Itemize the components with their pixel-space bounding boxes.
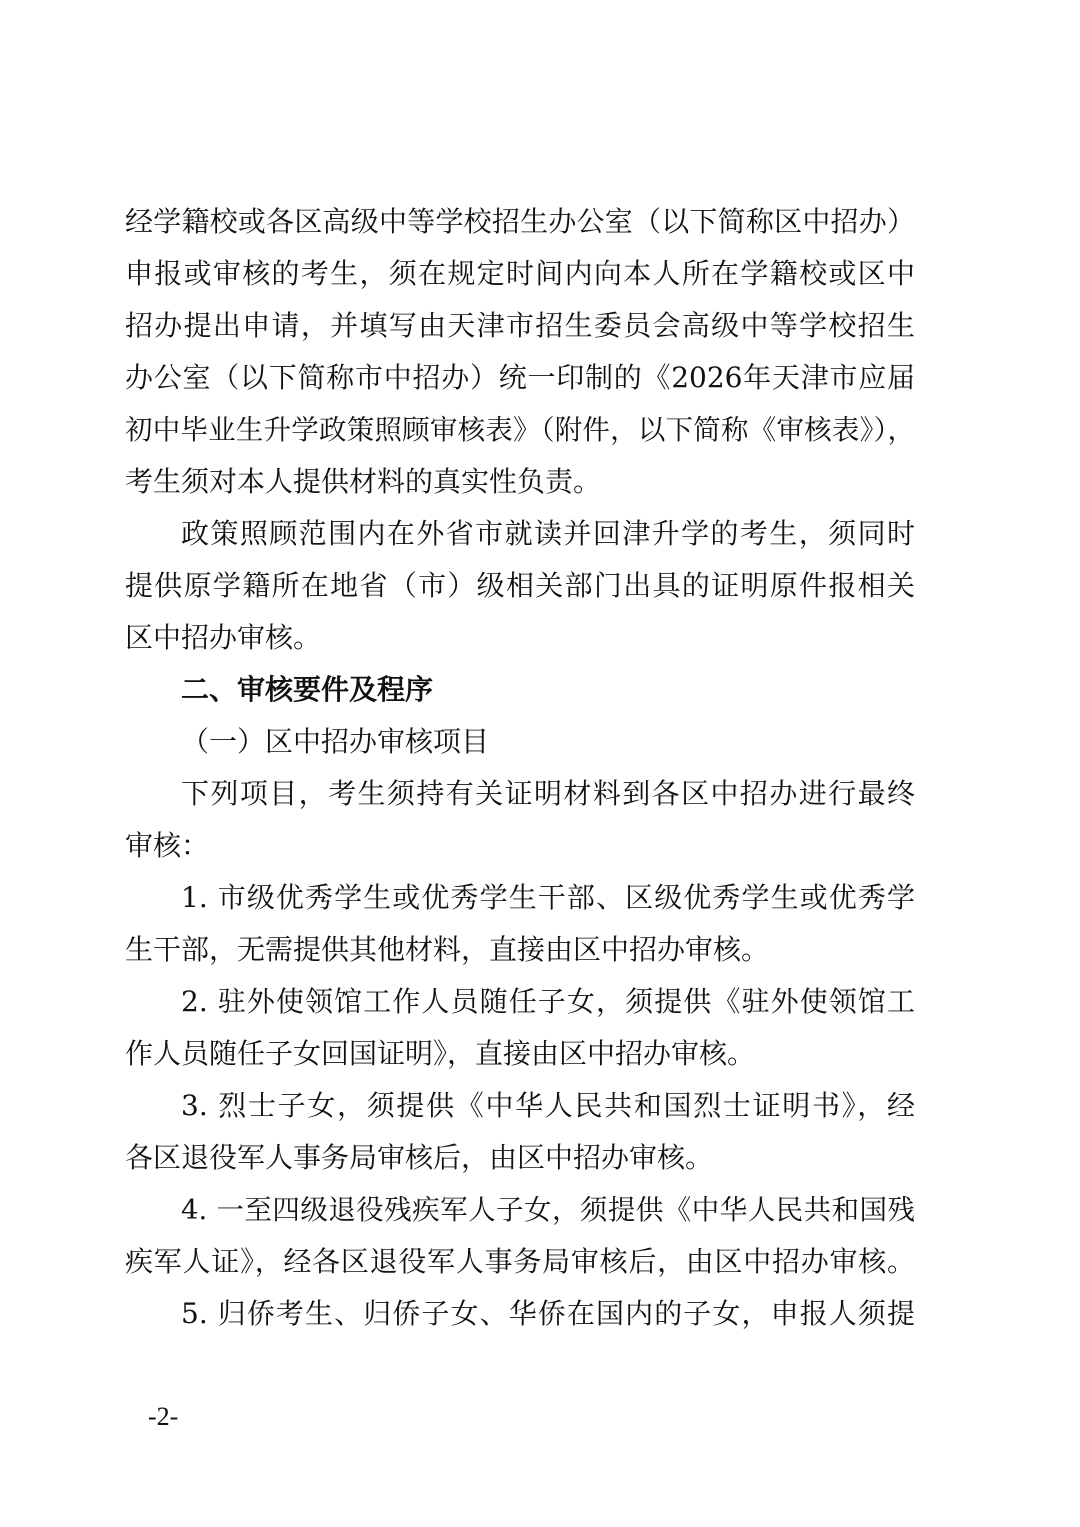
text-line: 办公室（以下简称市中招办）统一印制的《2026年天津市应届 [125, 361, 915, 394]
text-line: 审核： [125, 829, 210, 862]
text-line: 1. 市级优秀学生或优秀学生干部、区级优秀学生或优秀学 [181, 881, 915, 914]
document-body [125, 196, 915, 1340]
paragraph-application-procedure [125, 196, 915, 508]
text-line: 各区退役军人事务局审核后，由区中招办审核。 [125, 1141, 714, 1174]
text-line: 招办提出申请，并填写由天津市招生委员会高级中等学校招生 [125, 309, 915, 342]
text-line: 初中毕业生升学政策照顾审核表》（附件，以下简称《审核表》）， [125, 414, 915, 446]
page-number: -2- [148, 1402, 179, 1431]
text-line: 经学籍校或各区高级中等学校招生办公室（以下简称区中招办） [125, 205, 915, 238]
section-heading: 二、审核要件及程序 [181, 673, 434, 706]
text-line: 申报或审核的考生，须在规定时间内向本人所在学籍校或区中 [125, 257, 915, 290]
text-line: 2. 驻外使领馆工作人员随任子女，须提供《驻外使领馆工 [181, 985, 915, 1018]
text-line: 生干部，无需提供其他材料，直接由区中招办审核。 [125, 933, 770, 966]
subsection-heading: （一）区中招办审核项目 [181, 725, 490, 758]
paragraph-review-intro [125, 768, 915, 872]
list-item [125, 872, 915, 976]
text-line: 4. 一至四级退役残疾军人子女，须提供《中华人民共和国残 [181, 1194, 915, 1226]
text-line: 5. 归侨考生、归侨子女、华侨在国内的子女，申报人须提 [181, 1297, 915, 1330]
text-line: 作人员随任子女回国证明》，直接由区中招办审核。 [125, 1037, 756, 1070]
text-line: 考生须对本人提供材料的真实性负责。 [125, 465, 602, 498]
list-item [125, 1288, 915, 1340]
list-item [125, 1080, 915, 1184]
list-item [125, 976, 915, 1080]
text-line: 疾军人证》，经各区退役军人事务局审核后，由区中招办审核。 [125, 1245, 915, 1278]
text-line: 下列项目，考生须持有关证明材料到各区中招办进行最终 [181, 777, 915, 810]
text-line: 政策照顾范围内在外省市就读并回津升学的考生，须同时 [181, 517, 915, 550]
text-line: 区中招办审核。 [125, 621, 322, 654]
paragraph-out-of-province [125, 508, 915, 664]
text-line: 提供原学籍所在地省（市）级相关部门出具的证明原件报相关 [125, 569, 915, 602]
list-item [125, 1184, 915, 1288]
text-line: 3. 烈士子女，须提供《中华人民共和国烈士证明书》，经 [181, 1089, 915, 1122]
